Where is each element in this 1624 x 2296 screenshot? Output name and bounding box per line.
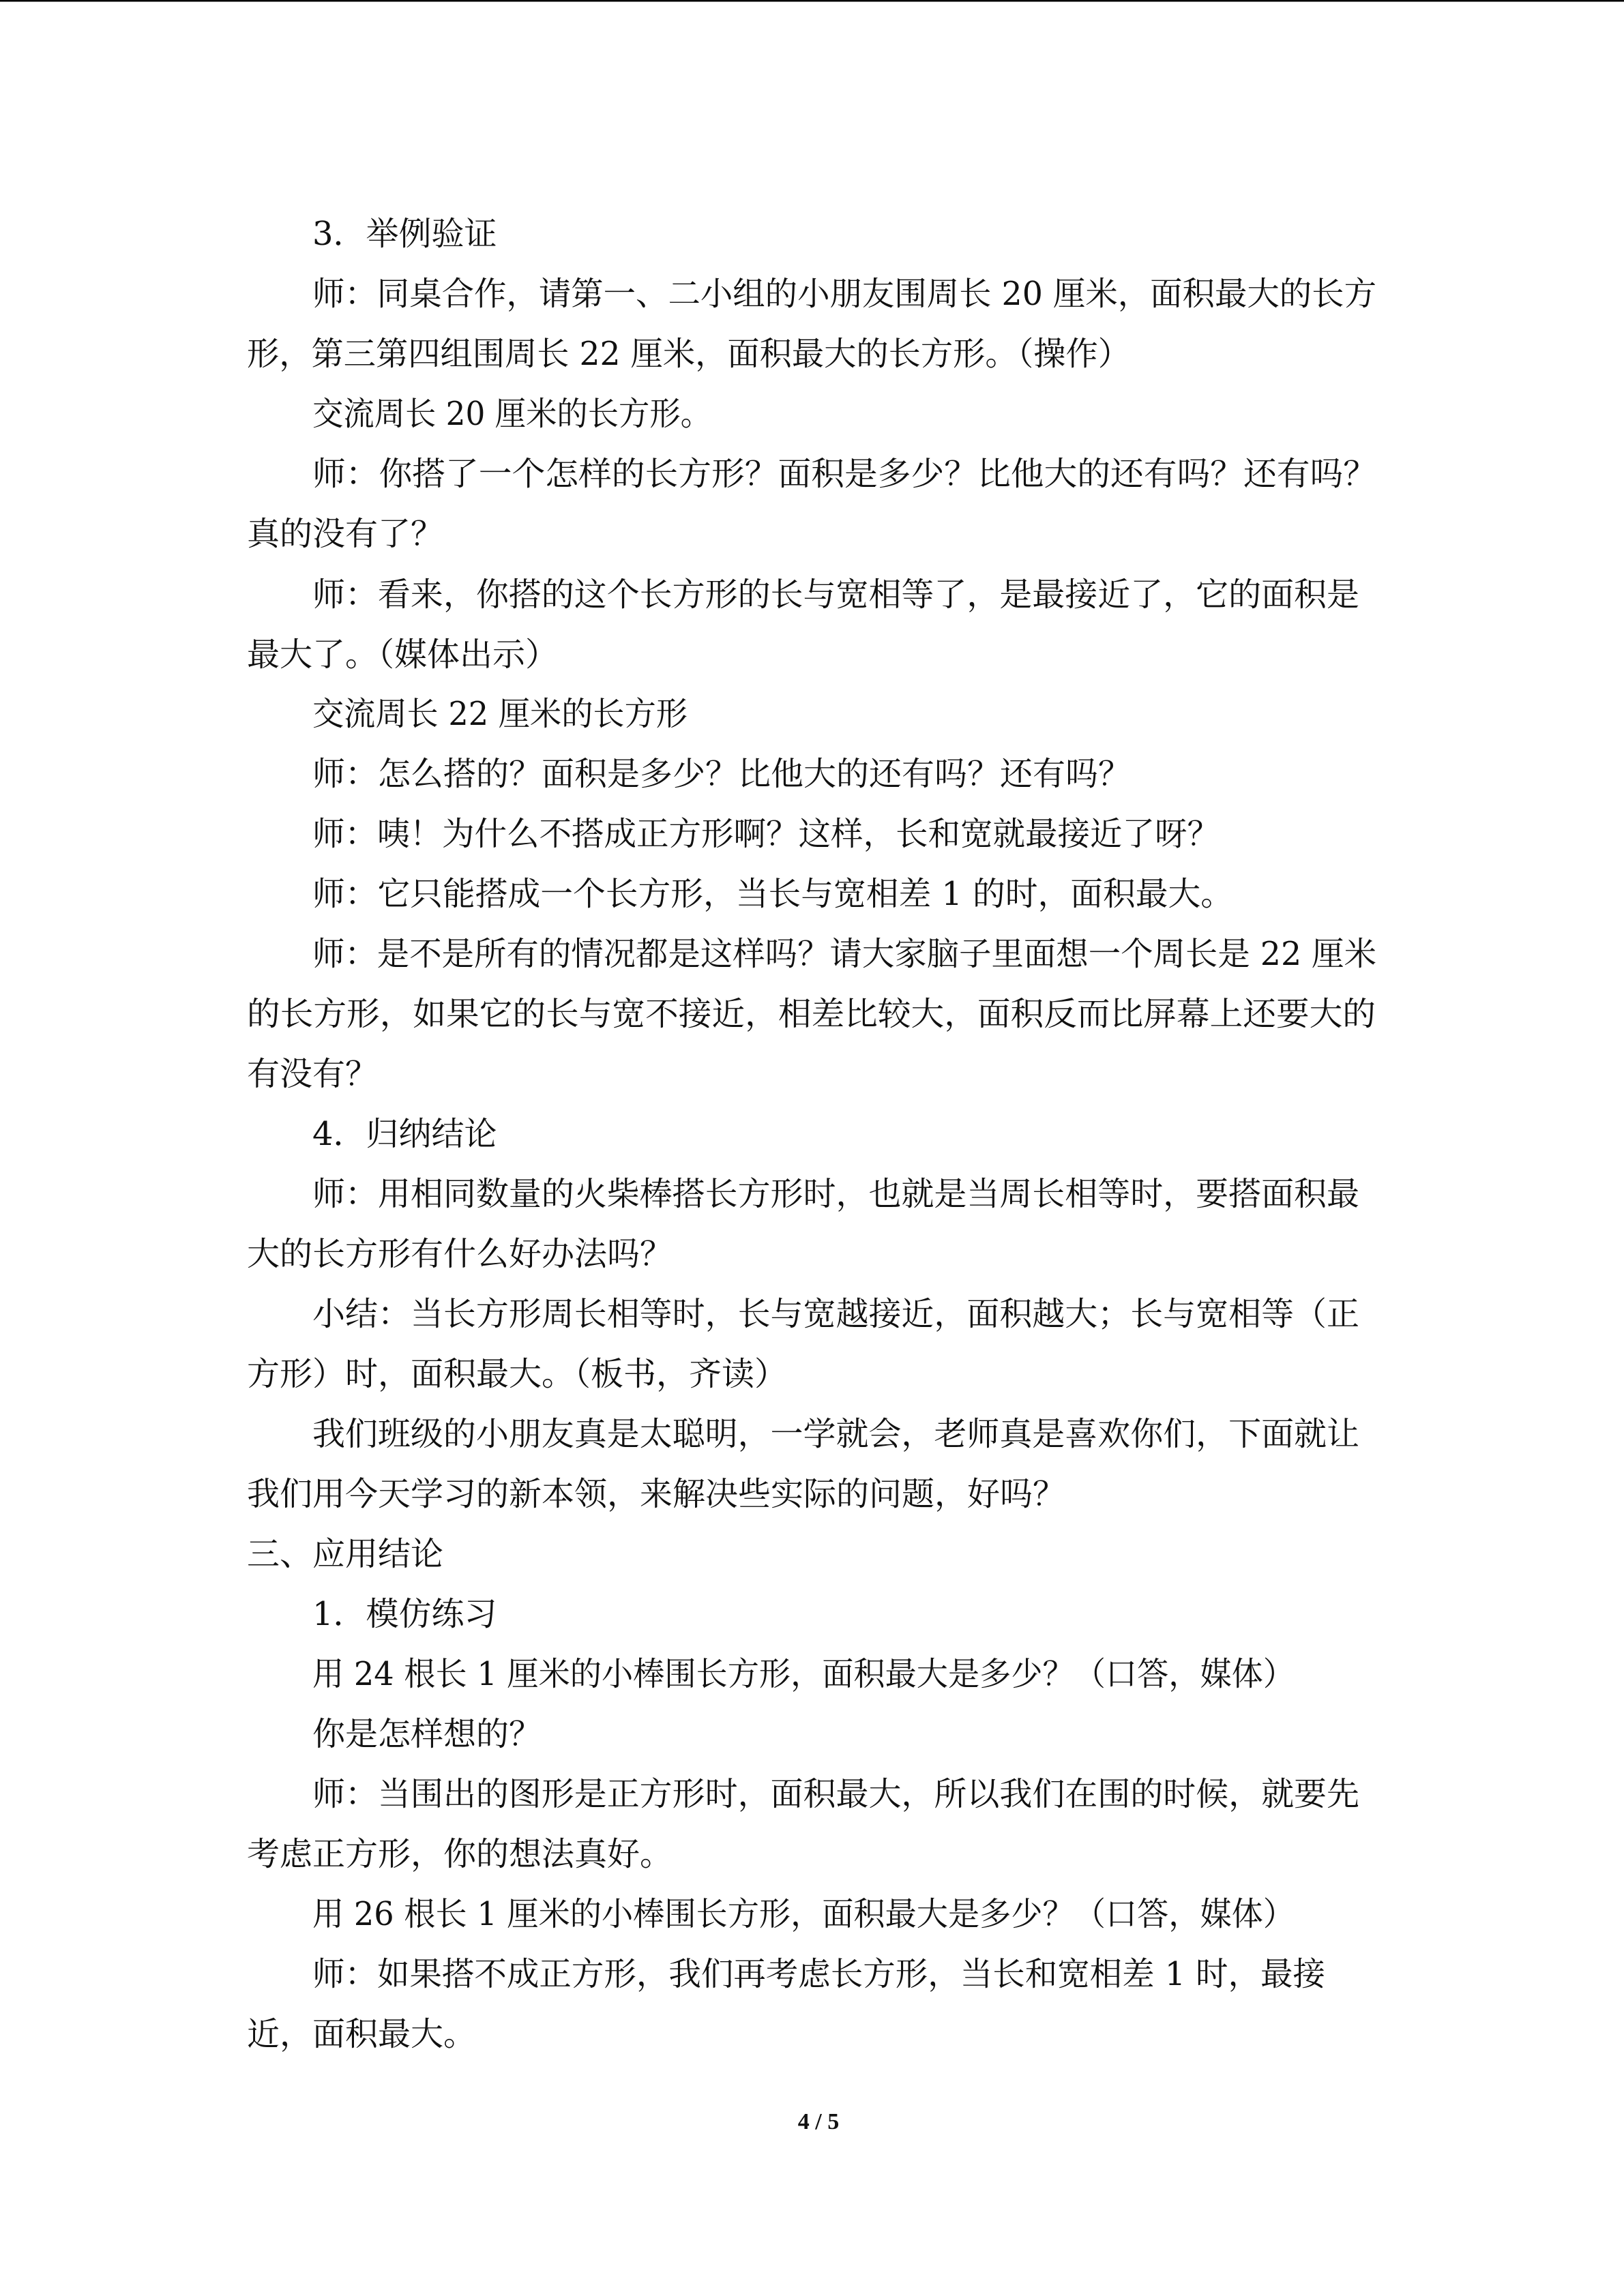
body-line: 师：它只能搭成一个长方形，当长与宽相差 1 的时，面积最大。	[312, 875, 1233, 913]
body-line: 师：怎么搭的？面积是多少？比他大的还有吗？还有吗？	[312, 755, 1131, 793]
exercise-line: 用 24 根长 1 厘米的小棒围长方形，面积最大是多少？（口答，媒体）	[312, 1655, 1295, 1693]
subsection-heading: 1．模仿练习	[312, 1595, 497, 1633]
body-line: 的长方形，如果它的长与宽不接近，相差比较大，面积反而比屏幕上还要大的	[247, 995, 1376, 1033]
body-line: 你是怎样想的？	[312, 1715, 542, 1753]
summary-line: 方形）时，面积最大。（板书，齐读）	[247, 1355, 788, 1393]
body-line: 师：如果搭不成正方形，我们再考虑长方形，当长和宽相差 1 时，最接	[312, 1955, 1326, 1993]
section-heading-3: 3．举例验证	[312, 215, 497, 253]
body-line: 师：咦！为什么不搭成正方形啊？这样，长和宽就最接近了呀？	[312, 815, 1220, 853]
body-line: 师：你搭了一个怎样的长方形？面积是多少？比他大的还有吗？还有吗？	[312, 455, 1376, 493]
body-line: 交流周长 22 厘米的长方形	[312, 695, 688, 733]
body-line: 我们班级的小朋友真是太聪明，一学就会，老师真是喜欢你们，下面就让	[312, 1415, 1359, 1453]
summary-line: 小结：当长方形周长相等时，长与宽越接近，面积越大；长与宽相等（正	[312, 1295, 1359, 1333]
body-line: 师：用相同数量的火柴棒搭长方形时，也就是当周长相等时，要搭面积最	[312, 1175, 1359, 1213]
body-line: 大的长方形有什么好办法吗？	[247, 1235, 673, 1273]
page-number: 4 / 5	[797, 2109, 840, 2134]
body-line: 近，面积最大。	[247, 2015, 477, 2053]
body-line: 师：当围出的图形是正方形时，面积最大，所以我们在围的时候，就要先	[312, 1775, 1359, 1813]
body-line: 交流周长 20 厘米的长方形。	[312, 395, 711, 433]
exercise-line: 用 26 根长 1 厘米的小棒围长方形，面积最大是多少？（口答，媒体）	[312, 1895, 1295, 1933]
body-line: 师：同桌合作，请第一、二小组的小朋友围周长 20 厘米，面积最大的长方	[312, 275, 1376, 313]
body-line: 我们用今天学习的新本领，来解决些实际的问题，好吗？	[247, 1475, 1065, 1513]
body-line: 师：是不是所有的情况都是这样吗？请大家脑子里面想一个周长是 22 厘米	[312, 935, 1376, 973]
body-line: 形，第三第四组围周长 22 厘米，面积最大的长方形。（操作）	[247, 335, 1130, 373]
section-heading-4: 4．归纳结论	[312, 1115, 497, 1153]
body-line: 真的没有了？	[247, 515, 444, 553]
body-line: 考虑正方形，你的想法真好。	[247, 1835, 673, 1873]
body-line: 师：看来，你搭的这个长方形的长与宽相等了，是最接近了，它的面积是	[312, 576, 1359, 614]
part-heading: 三、应用结论	[247, 1535, 444, 1573]
body-line: 最大了。（媒体出示）	[247, 636, 559, 674]
body-line: 有没有？	[247, 1055, 379, 1093]
